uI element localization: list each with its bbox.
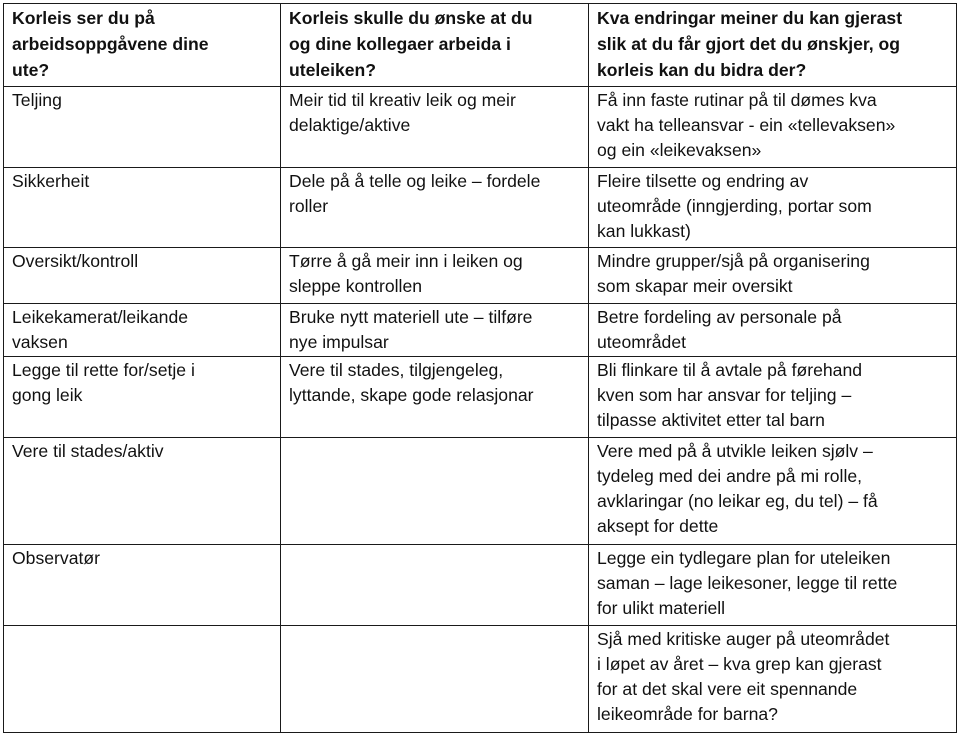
table-cell: Mindre grupper/sjå på organisering som skapar meir oversikt	[589, 248, 957, 304]
table-cell: Vere til stades, tilgjengeleg, lyttande, skape gode relasjonar	[281, 357, 589, 438]
table-cell: Observatør	[4, 545, 281, 626]
table-cell: Bruke nytt materiell ute – tilføre nye impulsar	[281, 304, 589, 357]
table-row	[4, 626, 957, 733]
table-cell: Oversikt/kontroll	[4, 248, 281, 304]
table-cell	[281, 438, 589, 545]
table-cell: Teljing	[4, 87, 281, 168]
table-row	[4, 87, 957, 168]
header-cell-changes: Kva endringar meiner du kan gjerast slik at du får gjort det du ønskjer, og korleis kan du bidra der?	[589, 4, 957, 87]
table-row	[4, 545, 957, 626]
table-row	[4, 357, 957, 438]
table-cell: Betre fordeling av personale på uteområdet	[589, 304, 957, 357]
table-cell	[281, 626, 589, 733]
header-cell-wishes: Korleis skulle du ønske at du og dine kollegaer arbeida i uteleiken?	[281, 4, 589, 87]
table-cell: Få inn faste rutinar på til dømes kva vakt ha telleansvar - ein «tellevaksen» og ein «leikevaksen»	[589, 87, 957, 168]
table-cell: Fleire tilsette og endring av uteområde (inngjerding, portar som kan lukkast)	[589, 168, 957, 248]
table-cell	[4, 626, 281, 733]
header-row	[4, 4, 957, 87]
table-cell	[281, 545, 589, 626]
table-cell: Dele på å telle og leike – fordele roller	[281, 168, 589, 248]
table-cell: Tørre å gå meir inn i leiken og sleppe kontrollen	[281, 248, 589, 304]
table-row	[4, 304, 957, 357]
table-row	[4, 248, 957, 304]
table-cell: Vere til stades/aktiv	[4, 438, 281, 545]
table-cell: Leikekamerat/leikande vaksen	[4, 304, 281, 357]
table-cell: Bli flinkare til å avtale på førehand kven som har ansvar for teljing – tilpasse aktivitet etter tal barn	[589, 357, 957, 438]
table-row	[4, 168, 957, 248]
table-cell: Sikkerheit	[4, 168, 281, 248]
table-cell: Sjå med kritiske auger på uteområdet i løpet av året – kva grep kan gjerast for at det skal vere eit spennande leikeområde for barna?	[589, 626, 957, 733]
table-cell: Legge til rette for/setje i gong leik	[4, 357, 281, 438]
header-cell-work-tasks: Korleis ser du på arbeidsoppgåvene dine ute?	[4, 4, 281, 87]
survey-table	[3, 3, 957, 733]
table-cell: Meir tid til kreativ leik og meir delaktige/aktive	[281, 87, 589, 168]
table-cell: Legge ein tydlegare plan for uteleiken saman – lage leikesoner, legge til rette for ulikt materiell	[589, 545, 957, 626]
table-row	[4, 438, 957, 545]
table-cell: Vere med på å utvikle leiken sjølv – tydeleg med dei andre på mi rolle, avklaringar (no leikar eg, du tel) – få aksept for dette	[589, 438, 957, 545]
